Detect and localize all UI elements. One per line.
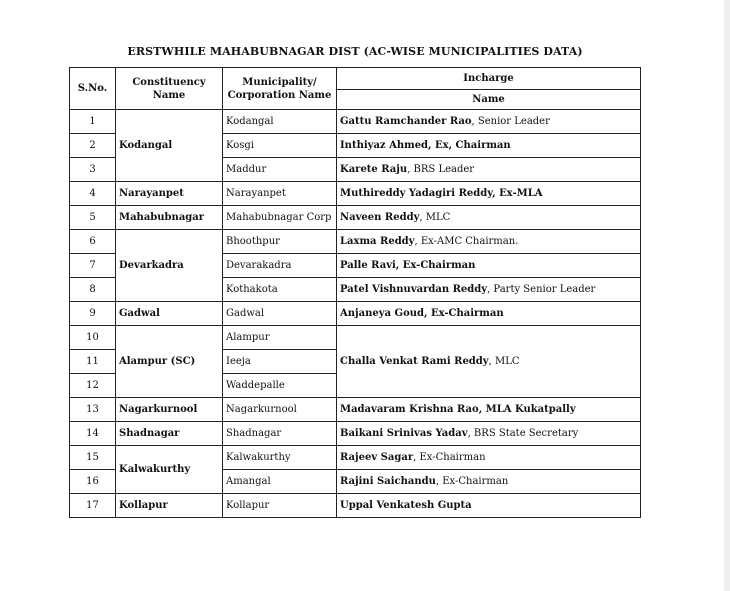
row-sno: 10 [70, 326, 116, 350]
row-sno: 15 [70, 446, 116, 470]
incharge-name: Madavaram Krishna Rao, MLA Kukatpally [340, 403, 576, 415]
table-row [70, 494, 641, 518]
row-constituency: Mahabubnagar [116, 206, 223, 230]
row-municipality: Kothakota [223, 278, 337, 302]
table-row [70, 110, 641, 134]
incharge-name: Rajini Saichandu [340, 475, 436, 487]
table-row [70, 326, 641, 350]
row-incharge [337, 302, 641, 326]
row-municipality: Devarakadra [223, 254, 337, 278]
row-municipality: Shadnagar [223, 422, 337, 446]
row-sno: 11 [70, 350, 116, 374]
row-municipality: Alampur [223, 326, 337, 350]
row-municipality: Mahabubnagar Corp [223, 206, 337, 230]
header-municipality: Municipality/ Corporation Name [223, 68, 337, 110]
header-sno: S.No. [70, 68, 116, 110]
row-incharge [337, 134, 641, 158]
incharge-role: , Ex-AMC Chairman. [414, 235, 519, 247]
row-municipality: Kalwakurthy [223, 446, 337, 470]
header-constituency: Constituency Name [116, 68, 223, 110]
row-incharge [337, 422, 641, 446]
row-incharge [337, 158, 641, 182]
table-row [70, 446, 641, 470]
row-sno: 3 [70, 158, 116, 182]
incharge-name: Palle Ravi, Ex-Chairman [340, 259, 476, 271]
incharge-role: , Ex-Chairman [413, 451, 486, 463]
incharge-name: Naveen Reddy [340, 211, 420, 223]
incharge-role: , BRS State Secretary [467, 427, 579, 439]
row-incharge [337, 278, 641, 302]
row-municipality: Narayanpet [223, 182, 337, 206]
row-incharge [337, 326, 641, 398]
row-incharge [337, 230, 641, 254]
incharge-role: , MLC [419, 211, 451, 223]
incharge-name: Anjaneya Goud, Ex-Chairman [340, 307, 504, 319]
incharge-role: , Ex-Chairman [435, 475, 509, 487]
row-constituency: Kodangal [116, 110, 223, 182]
incharge-name: Baikani Srinivas Yadav [340, 427, 468, 439]
table-row [70, 422, 641, 446]
table-header-row [70, 68, 641, 90]
municipalities-table [69, 67, 641, 518]
row-constituency: Devarkadra [116, 230, 223, 302]
row-constituency: Shadnagar [116, 422, 223, 446]
row-constituency: Narayanpet [116, 182, 223, 206]
row-constituency: Kalwakurthy [116, 446, 223, 494]
header-incharge: Incharge [337, 68, 641, 90]
row-incharge [337, 182, 641, 206]
incharge-role: , MLC [488, 355, 520, 367]
incharge-name: Muthireddy Yadagiri Reddy, Ex-MLA [340, 187, 543, 199]
incharge-name: Challa Venkat Rami Reddy [340, 355, 489, 367]
row-constituency: Kollapur [116, 494, 223, 518]
row-incharge [337, 470, 641, 494]
row-constituency: Alampur (SC) [116, 326, 223, 398]
row-sno: 8 [70, 278, 116, 302]
table-row [70, 230, 641, 254]
incharge-name: Rajeev Sagar [340, 451, 414, 463]
table-row [70, 182, 641, 206]
row-municipality: Maddur [223, 158, 337, 182]
incharge-name: Patel Vishnuvardan Reddy [340, 283, 488, 295]
row-sno: 6 [70, 230, 116, 254]
header-name: Name [337, 90, 641, 110]
row-sno: 2 [70, 134, 116, 158]
row-sno: 13 [70, 398, 116, 422]
row-municipality: Kodangal [223, 110, 337, 134]
row-municipality: Gadwal [223, 302, 337, 326]
incharge-role: , Party Senior Leader [487, 283, 596, 295]
row-constituency: Gadwal [116, 302, 223, 326]
row-sno: 14 [70, 422, 116, 446]
row-municipality: Amangal [223, 470, 337, 494]
row-sno: 4 [70, 182, 116, 206]
row-sno: 12 [70, 374, 116, 398]
page-title: ERSTWHILE MAHABUBNAGAR DIST (AC-WISE MUNICIPALITIES DATA) [127, 45, 583, 58]
incharge-role: , Senior Leader [471, 115, 550, 127]
page-edge-shadow [724, 0, 730, 591]
row-incharge [337, 494, 641, 518]
row-sno: 5 [70, 206, 116, 230]
incharge-name: Gattu Ramchander Rao [340, 115, 472, 127]
row-sno: 16 [70, 470, 116, 494]
row-sno: 9 [70, 302, 116, 326]
incharge-name: Laxma Reddy [340, 235, 415, 247]
incharge-name: Uppal Venkatesh Gupta [340, 499, 472, 511]
row-municipality: Kosgi [223, 134, 337, 158]
row-municipality: Kollapur [223, 494, 337, 518]
incharge-name: Inthiyaz Ahmed, Ex, Chairman [340, 139, 511, 151]
incharge-name: Karete Raju [340, 163, 408, 175]
incharge-role: , BRS Leader [407, 163, 475, 175]
row-incharge [337, 110, 641, 134]
row-incharge [337, 206, 641, 230]
row-incharge [337, 254, 641, 278]
table-row [70, 302, 641, 326]
row-sno: 7 [70, 254, 116, 278]
row-incharge [337, 398, 641, 422]
row-constituency: Nagarkurnool [116, 398, 223, 422]
table-row [70, 398, 641, 422]
table-row [70, 206, 641, 230]
row-municipality: Ieeja [223, 350, 337, 374]
row-sno: 1 [70, 110, 116, 134]
row-municipality: Nagarkurnool [223, 398, 337, 422]
row-municipality: Waddepalle [223, 374, 337, 398]
row-municipality: Bhoothpur [223, 230, 337, 254]
row-sno: 17 [70, 494, 116, 518]
row-incharge [337, 446, 641, 470]
